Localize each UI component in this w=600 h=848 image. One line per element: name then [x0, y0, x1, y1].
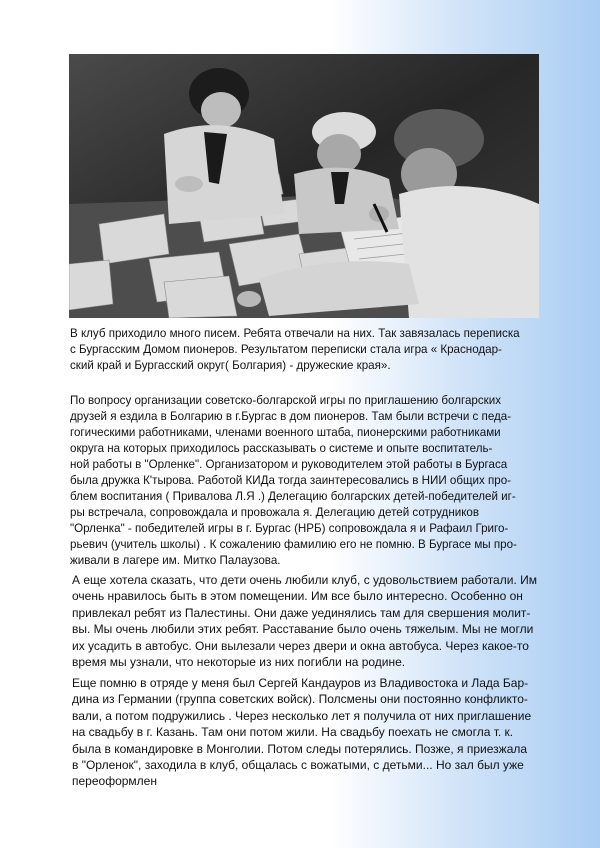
archive-photo-children-writing-letters	[69, 54, 539, 318]
paragraph-bulgaria-trip	[70, 393, 548, 569]
text-line: была дружка К'тырова. Работой КИДа тогда заинтересовались в НИИ общих про-	[70, 474, 512, 487]
text-line: дина из Германии (группа советских войск). Полсмены они постоянно конфликто-	[72, 692, 528, 707]
text-line: друзей я ездила в Болгарию в г.Бургас в дом пионеров. Там были встречи с педа-	[70, 410, 512, 423]
text-line: Еще помню в отряде у меня был Сергей Кандауров из Владивостока и Лада Бар-	[72, 676, 529, 690]
text-line: ры встречала, сопровождала и провожала я. Делегацию детей сотрудников	[70, 506, 480, 519]
text-line: была в командировке в Монголии. Потом следы потерялись. Позже, я приезжала	[72, 741, 528, 756]
text-line: А еще хотела сказать, что дети очень любили клуб, с удовольствием работали. Им	[72, 573, 537, 587]
text-line: живали в лагере им. Митко Палаузова.	[70, 554, 281, 567]
text-line: По вопросу организации советско-болгарской игры по приглашению болгарских	[70, 394, 502, 407]
text-line: с Бургасским Домом пионеров. Результатом переписки стала игра « Краснодар-	[70, 343, 502, 356]
text-line: переоформлен	[72, 774, 157, 789]
text-line: привлекал ребят из Палестины. Они даже уединялись там для свершения молит-	[72, 605, 531, 620]
text-line: округа на которых приходилось рассказывать о системе и опыте воспитатель-	[70, 442, 493, 455]
text-line: вали, а потом подружились . Через несколько лет я получила от них приглашение	[72, 708, 532, 723]
text-line: ский край и Бургасский округ( Болгария) - дружеские края».	[70, 359, 391, 372]
text-line: рьевич (учитель школы) . К сожалению фамилию его не помню. В Бургасе мы про-	[70, 538, 517, 551]
text-line: блем воспитания ( Привалова Л.Я .) Делегацию болгарских детей-победителей иг-	[70, 490, 516, 503]
text-line: вы. Мы очень любили этих ребят. Расставание было очень тяжелым. Мы не могли	[72, 622, 534, 637]
text-line: очень нравилось быть в этом помещении. Им все было интересно. Особенно он	[72, 589, 523, 604]
paragraph-squad-memories	[72, 675, 550, 790]
text-line: "Орленка" - победителей игры в г. Бургас (НРБ) сопровождала я и Рафаил Григо-	[70, 522, 509, 535]
text-line: гогическими работниками, членами военного штаба, пионерскими работниками	[70, 426, 501, 439]
text-line: на свадьбу в г. Казань. Там они потом жили. На свадьбу поехать не смогла т. к.	[72, 725, 514, 740]
text-line: ной работы в "Орленке". Организатором и руководителем этой работы в Бургаса	[70, 458, 508, 471]
text-line: время мы узнали, что некоторые из них погибли на родине.	[72, 655, 406, 670]
text-line: В клуб приходило много писем. Ребята отвечали на них. Так завязалась переписка	[70, 327, 520, 340]
paragraph-club-palestine	[72, 572, 550, 670]
paragraph-letters-correspondence	[70, 326, 548, 374]
text-line: в "Орленок", заходила в клуб, общалась с вожатыми, с детьми... Но зал был уже	[72, 758, 524, 773]
text-line: их усадить в автобус. Они вылезали через двери и окна автобуса. Через какое-то	[72, 638, 529, 653]
